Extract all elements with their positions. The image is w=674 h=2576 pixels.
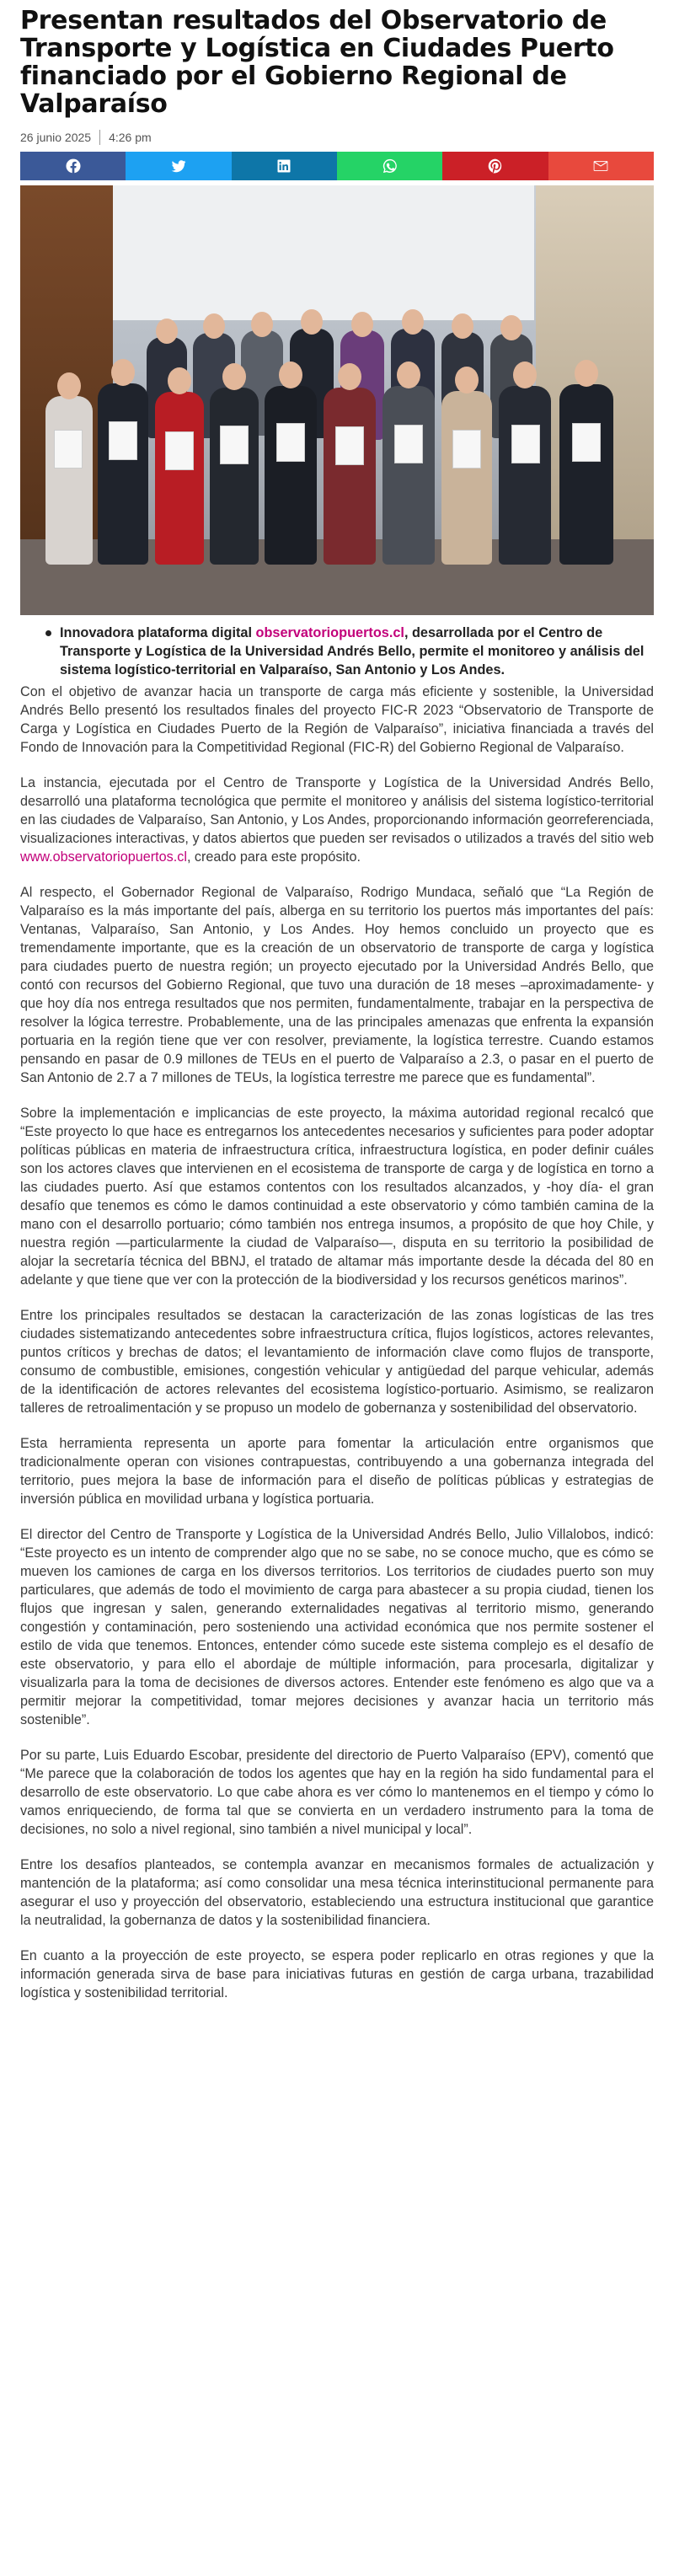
photo-head <box>338 363 361 390</box>
paragraph-text: , creado para este propósito. <box>186 849 361 865</box>
paragraph: Entre los principales resultados se destacan la caracterización de las zonas logísticas de las tres ciudades sistematizando antecedentes sobre infraestructura crítica, flujos logísticos, actores relevantes, puntos críticos y brechas de datos; el levantamiento de información clave como flujos de transporte, consumo de combustible, emisiones, congestión vehicular y antigüedad del parque vehicular, además de la identificación de actores relevantes del ecosistema logístico-portuario. Asimismo, se realizaron talleres de retroalimentación y se propuso un modelo de gobernanza y sostenibilidad del observatorio. <box>20 1308 654 1416</box>
photo-person <box>155 392 204 565</box>
article-meta <box>20 130 654 145</box>
photo-certificate <box>220 426 249 464</box>
photo-head <box>111 359 135 386</box>
photo-person <box>382 386 435 565</box>
paragraph: Entre los desafíos planteados, se contempla avanzar en mecanismos formales de actualización y mantención de la plataforma; así como consolidar una mesa técnica interinstitucional permanente para asegurar el uso y proyección del observatorio, estableciendo una estructura institucional que garantice la neutralidad, la gobernanza de datos y la sostenibilidad financiera. <box>20 1857 654 1928</box>
share-facebook-button[interactable] <box>20 152 126 180</box>
photo-certificate <box>335 426 364 465</box>
whatsapp-icon <box>382 158 399 174</box>
photo-certificate <box>54 430 83 469</box>
photo-person <box>441 391 492 565</box>
photo-person <box>499 386 551 565</box>
paragraph: Con el objetivo de avanzar hacia un transporte de carga más eficiente y sostenible, la Universidad Andrés Bello presentó los resultados finales del proyecto FIC-R 2023 “Observatorio de Transporte de Carga y Logística en Ciudades Puerto de la Región de Valparaíso”, iniciativa financiada a través del Fondo de Innovación para la Competitividad Regional (FIC-R) del Gobierno Regional de Valparaíso. <box>20 684 654 755</box>
photo-person <box>559 384 613 565</box>
photo-head <box>351 312 373 337</box>
paragraph <box>20 774 654 866</box>
paragraph: Esta herramienta representa un aporte para fomentar la articulación entre organismos que tradicionalmente operan con visiones contrapuestas, contribuyendo a una gobernanza integrada del territorio, pues mejora la base de información para el diseño de políticas públicas y estrategias de inversión pública en movilidad urbana y logística portuaria. <box>20 1436 654 1507</box>
paragraph: Sobre la implementación e implicancias de este proyecto, la máxima autoridad regional recalcó que “Este proyecto lo que hace es entregarnos los antecedentes necesarios y suficientes para poder adoptar políticas públicas en materia de infraestructura crítica, infraestructura logística, en poder definir cuáles son los actores claves que intervienen en el ecosistema de transporte de carga y de logística en torno a las ciudades puerto. Así que estamos contentos con los resultados alcanzados, y -hoy día- el gran desafío que tenemos es cómo le damos continuidad a este observatorio y cómo también camina de la mano con el desarrollo portuario; cómo también nos entrega insumos, a propósito de que hoy Chile, y nuestra región —particularmente la ciudad de Valparaíso—, disputa en su territorio la posibilidad de alojar la secretaría técnica del BBNJ, el tratado de altamar más importante desde la década del 80 en adelante y que tiene que ver con la protección de la biodiversidad y los recursos genéticos marinos”. <box>20 1106 654 1288</box>
photo-person <box>98 383 148 565</box>
photo-head <box>452 313 473 339</box>
bullet-text-post: , desarrollada por el Centro de Transporte y Logística de la Universidad Andrés Bello, permite el monitoreo y análisis del sistema logístico-territorial en Valparaíso, San Antonio y Los Andes. <box>60 625 645 677</box>
photo-person <box>265 386 317 565</box>
photo-head <box>57 372 81 399</box>
article-date: 26 junio 2025 <box>20 131 92 144</box>
article-time: 4:26 pm <box>109 131 152 144</box>
photo-head <box>513 361 537 388</box>
linkedin-icon <box>275 158 292 174</box>
paragraph: En cuanto a la proyección de este proyecto, se espera poder replicarlo en otras regiones y que la información generada sirva de base para iniciativas futuras en gestión de carga urbana, trazabilidad logística y sostenibilidad territorial. <box>20 1948 654 2000</box>
bullet-dot <box>45 630 51 636</box>
photo-person <box>45 396 93 565</box>
photo-head <box>397 361 420 388</box>
photo-certificate <box>276 423 305 462</box>
photo-certificate <box>511 425 540 463</box>
share-bar <box>20 152 654 180</box>
photo-head <box>203 313 225 339</box>
photo-certificate <box>109 421 137 460</box>
photo-head <box>222 363 246 390</box>
photo-head <box>455 367 479 394</box>
article-photo <box>20 185 654 615</box>
article-body <box>20 683 654 2002</box>
photo-head <box>279 361 302 388</box>
photo-head <box>575 360 598 387</box>
paragraph: El director del Centro de Transporte y Logística de la Universidad Andrés Bello, Julio Villalobos, indicó: “Este proyecto es un intento de comprender algo que no se sabe, no se conoce mucho, que es cómo se mueven los camiones de carga en los diversos territorios. Los territorios de ciudades puerto son muy particulares, que además de todo el movimiento de carga para abastecer a su propia ciudad, tienen los flujos que ingresan y salen, generando externalidades negativas al territorio mismo, generando congestión y contaminación, pero sosteniendo una actividad económica que nos permite sostener el estilo de vida que tenemos. Entonces, entender cómo sucede este sistema complejo es el desafío de este observatorio, y para ello el abordaje de múltiple información, para procesarla, digitalizar y visualizarla para la toma de decisiones de diversos actores. Entender este fenómeno es algo que va a permitir mejorar la competitividad, tomar mejores decisiones y avanzar hacia un territorio más sostenible”. <box>20 1527 654 1727</box>
photo-head <box>156 319 178 344</box>
photo-head <box>251 312 273 337</box>
photo-head <box>402 309 424 335</box>
photo-certificate <box>165 431 194 470</box>
paragraph: Al respecto, el Gobernador Regional de Valparaíso, Rodrigo Mundaca, señaló que “La Región de Valparaíso es la más importante del país, alberga en su territorio los puertos más importantes del país: Ventanas, Valparaíso, San Antonio, y Los Andes. Hoy hemos concluido un proyecto que es tremendamente importante, que es la creación de un observatorio de transporte de carga y logística para ciudades puerto de nuestra región; un proyecto ejecutado por la Universidad Andrés Bello, que contó con recursos del Gobierno Regional, que tuvo una duración de 18 meses –aproximadamente- y que hoy día nos entrega resultados que nos permiten, fundamentalmente, trabajar en la perspectiva de resolver la lógica terrestre. Probablemente, una de las principales amenazas que enfrenta la expansión portuaria en la región tiene que ver con resolver, previamente, la logística terrestre. Cuando estamos pensando en pasar de 0.9 millones de TEUs en el puerto de Valparaíso a 2.3, o pasar en el puerto de San Antonio de 2.7 a 7 millones de TEUs, la logística terrestre me parece que es fundamental”. <box>20 885 654 1085</box>
photo-person <box>324 388 376 565</box>
pinterest-icon <box>487 158 504 174</box>
share-twitter-button[interactable] <box>126 152 231 180</box>
envelope-icon <box>592 158 609 174</box>
share-pinterest-button[interactable] <box>442 152 548 180</box>
photo-head <box>168 367 191 394</box>
photo-person <box>210 388 259 565</box>
paragraph-text: La instancia, ejecutada por el Centro de Transporte y Logística de la Universidad Andrés Bello, desarrolló una plataforma tecnológica que permite el monitoreo y análisis del sistema logístico-territorial en las ciudades de Valparaíso, San Antonio, y Los Andes, proporcionando información georreferenciada, visualizaciones interactivas, y datos abiertos que pueden ser revisados o utilizados a través del sitio web <box>20 775 654 846</box>
photo-certificate <box>394 425 423 463</box>
article-title: Presentan resultados del Observatorio de Transporte y Logística en Ciudades Puerto financiado por el Gobierno Regional de Valparaíso <box>20 6 614 119</box>
photo-certificate <box>452 430 481 469</box>
website-link[interactable]: www.observatoriopuertos.cl <box>20 849 187 865</box>
share-linkedin-button[interactable] <box>232 152 337 180</box>
paragraph: Por su parte, Luis Eduardo Escobar, presidente del directorio de Puerto Valparaíso (EPV), comentó que “Me parece que la colaboración de todos los agentes que hay en la región ha sido fundamental para el desarrollo de este observatorio. Lo que cabe ahora es ver cómo lo mantenemos en el tiempo y cómo lo vamos enriqueciendo, de forma tal que se convierta en un verdadero instrumento para la toma de decisiones, no solo a nivel regional, sino también a nivel municipal y local”. <box>20 1748 654 1837</box>
bullet-text-pre: Innovadora plataforma digital <box>60 625 256 640</box>
bullet-text <box>60 624 654 679</box>
photo-head <box>301 309 323 335</box>
facebook-icon <box>65 158 82 174</box>
share-whatsapp-button[interactable] <box>337 152 442 180</box>
meta-divider <box>99 130 100 145</box>
photo-projection-screen <box>113 185 534 320</box>
share-email-button[interactable] <box>548 152 654 180</box>
photo-head <box>500 315 522 340</box>
observatorio-link[interactable]: observatoriopuertos.cl <box>255 625 404 640</box>
twitter-icon <box>170 158 187 174</box>
photo-certificate <box>572 423 601 462</box>
highlight-bullet <box>61 624 654 679</box>
